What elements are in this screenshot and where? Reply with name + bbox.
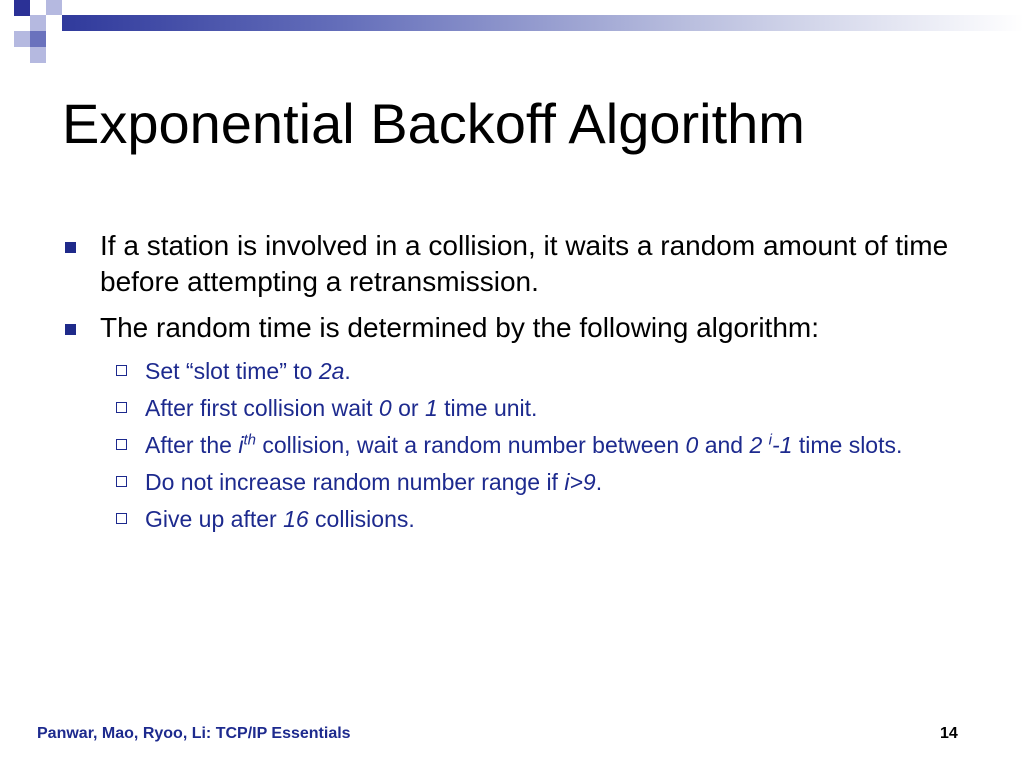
sub-bullet-text: Do not increase random number range if [145,469,565,495]
sub-bullet-text: Give up after [145,506,284,532]
sub-bullet-item [107,504,962,534]
hollow-square-bullet-icon [116,365,127,376]
sub-bullet-emphasis: 0 [378,395,392,421]
header-decor-square [14,31,30,47]
sub-bullet-emphasis: 1 [424,395,438,421]
sub-bullet-list [107,356,962,534]
header-decor-square [14,0,30,16]
sub-bullet-text: and [698,432,750,458]
square-bullet-icon [65,242,76,253]
sub-bullet-emphasis: i>9 [564,469,596,495]
header-gradient-band [62,15,1024,31]
sub-bullet-text: collisions. [308,506,415,532]
sub-bullet-text: time slots. [792,432,903,458]
hollow-square-bullet-icon [116,476,127,487]
bullet-item [62,228,962,300]
sub-bullet-text: . [595,469,603,495]
sub-bullet-emphasis: 16 [283,506,309,532]
hollow-square-bullet-icon [116,402,127,413]
bullet-text: The random time is determined by the following algorithm: [100,312,820,343]
sub-bullet-item [107,467,962,497]
page-number: 14 [940,725,958,742]
sub-bullet-text: . [344,358,351,384]
header-decor-square [30,47,46,63]
header-decor-square [30,15,46,31]
footer-authors: Panwar, Mao, Ryoo, Li: TCP/IP Essentials [37,725,351,742]
sub-bullet-item [107,430,962,460]
header-decor-square [46,0,62,16]
sub-bullet-superscript: th [243,431,256,449]
sub-bullet-emphasis: 2 [749,432,769,458]
slide-body [62,228,962,542]
hollow-square-bullet-icon [116,513,127,524]
hollow-square-bullet-icon [116,439,127,450]
sub-bullet-text: After the [145,432,239,458]
bullet-item [62,310,962,346]
header-decor-square [46,15,62,31]
sub-bullet-item [107,356,962,386]
sub-bullet-text: or [391,395,425,421]
header-decor-square [30,31,46,47]
sub-bullet-superscript: i [768,431,773,449]
slide-title: Exponential Backoff Algorithm [62,92,805,155]
sub-bullet-emphasis: i [238,432,244,458]
sub-bullet-text: Set “slot time” to [145,358,319,384]
sub-bullet-item [107,393,962,423]
sub-bullet-emphasis: 2a [318,358,345,384]
sub-bullet-text: After first collision wait [145,395,379,421]
square-bullet-icon [65,324,76,335]
sub-bullet-emphasis: 0 [685,432,699,458]
sub-bullet-emphasis: -1 [772,432,793,458]
bullet-text: If a station is involved in a collision, it waits a random amount of time before attempting a retransmission. [100,230,949,297]
sub-bullet-text: time unit. [437,395,538,421]
sub-bullet-text: collision, wait a random number between [255,432,686,458]
